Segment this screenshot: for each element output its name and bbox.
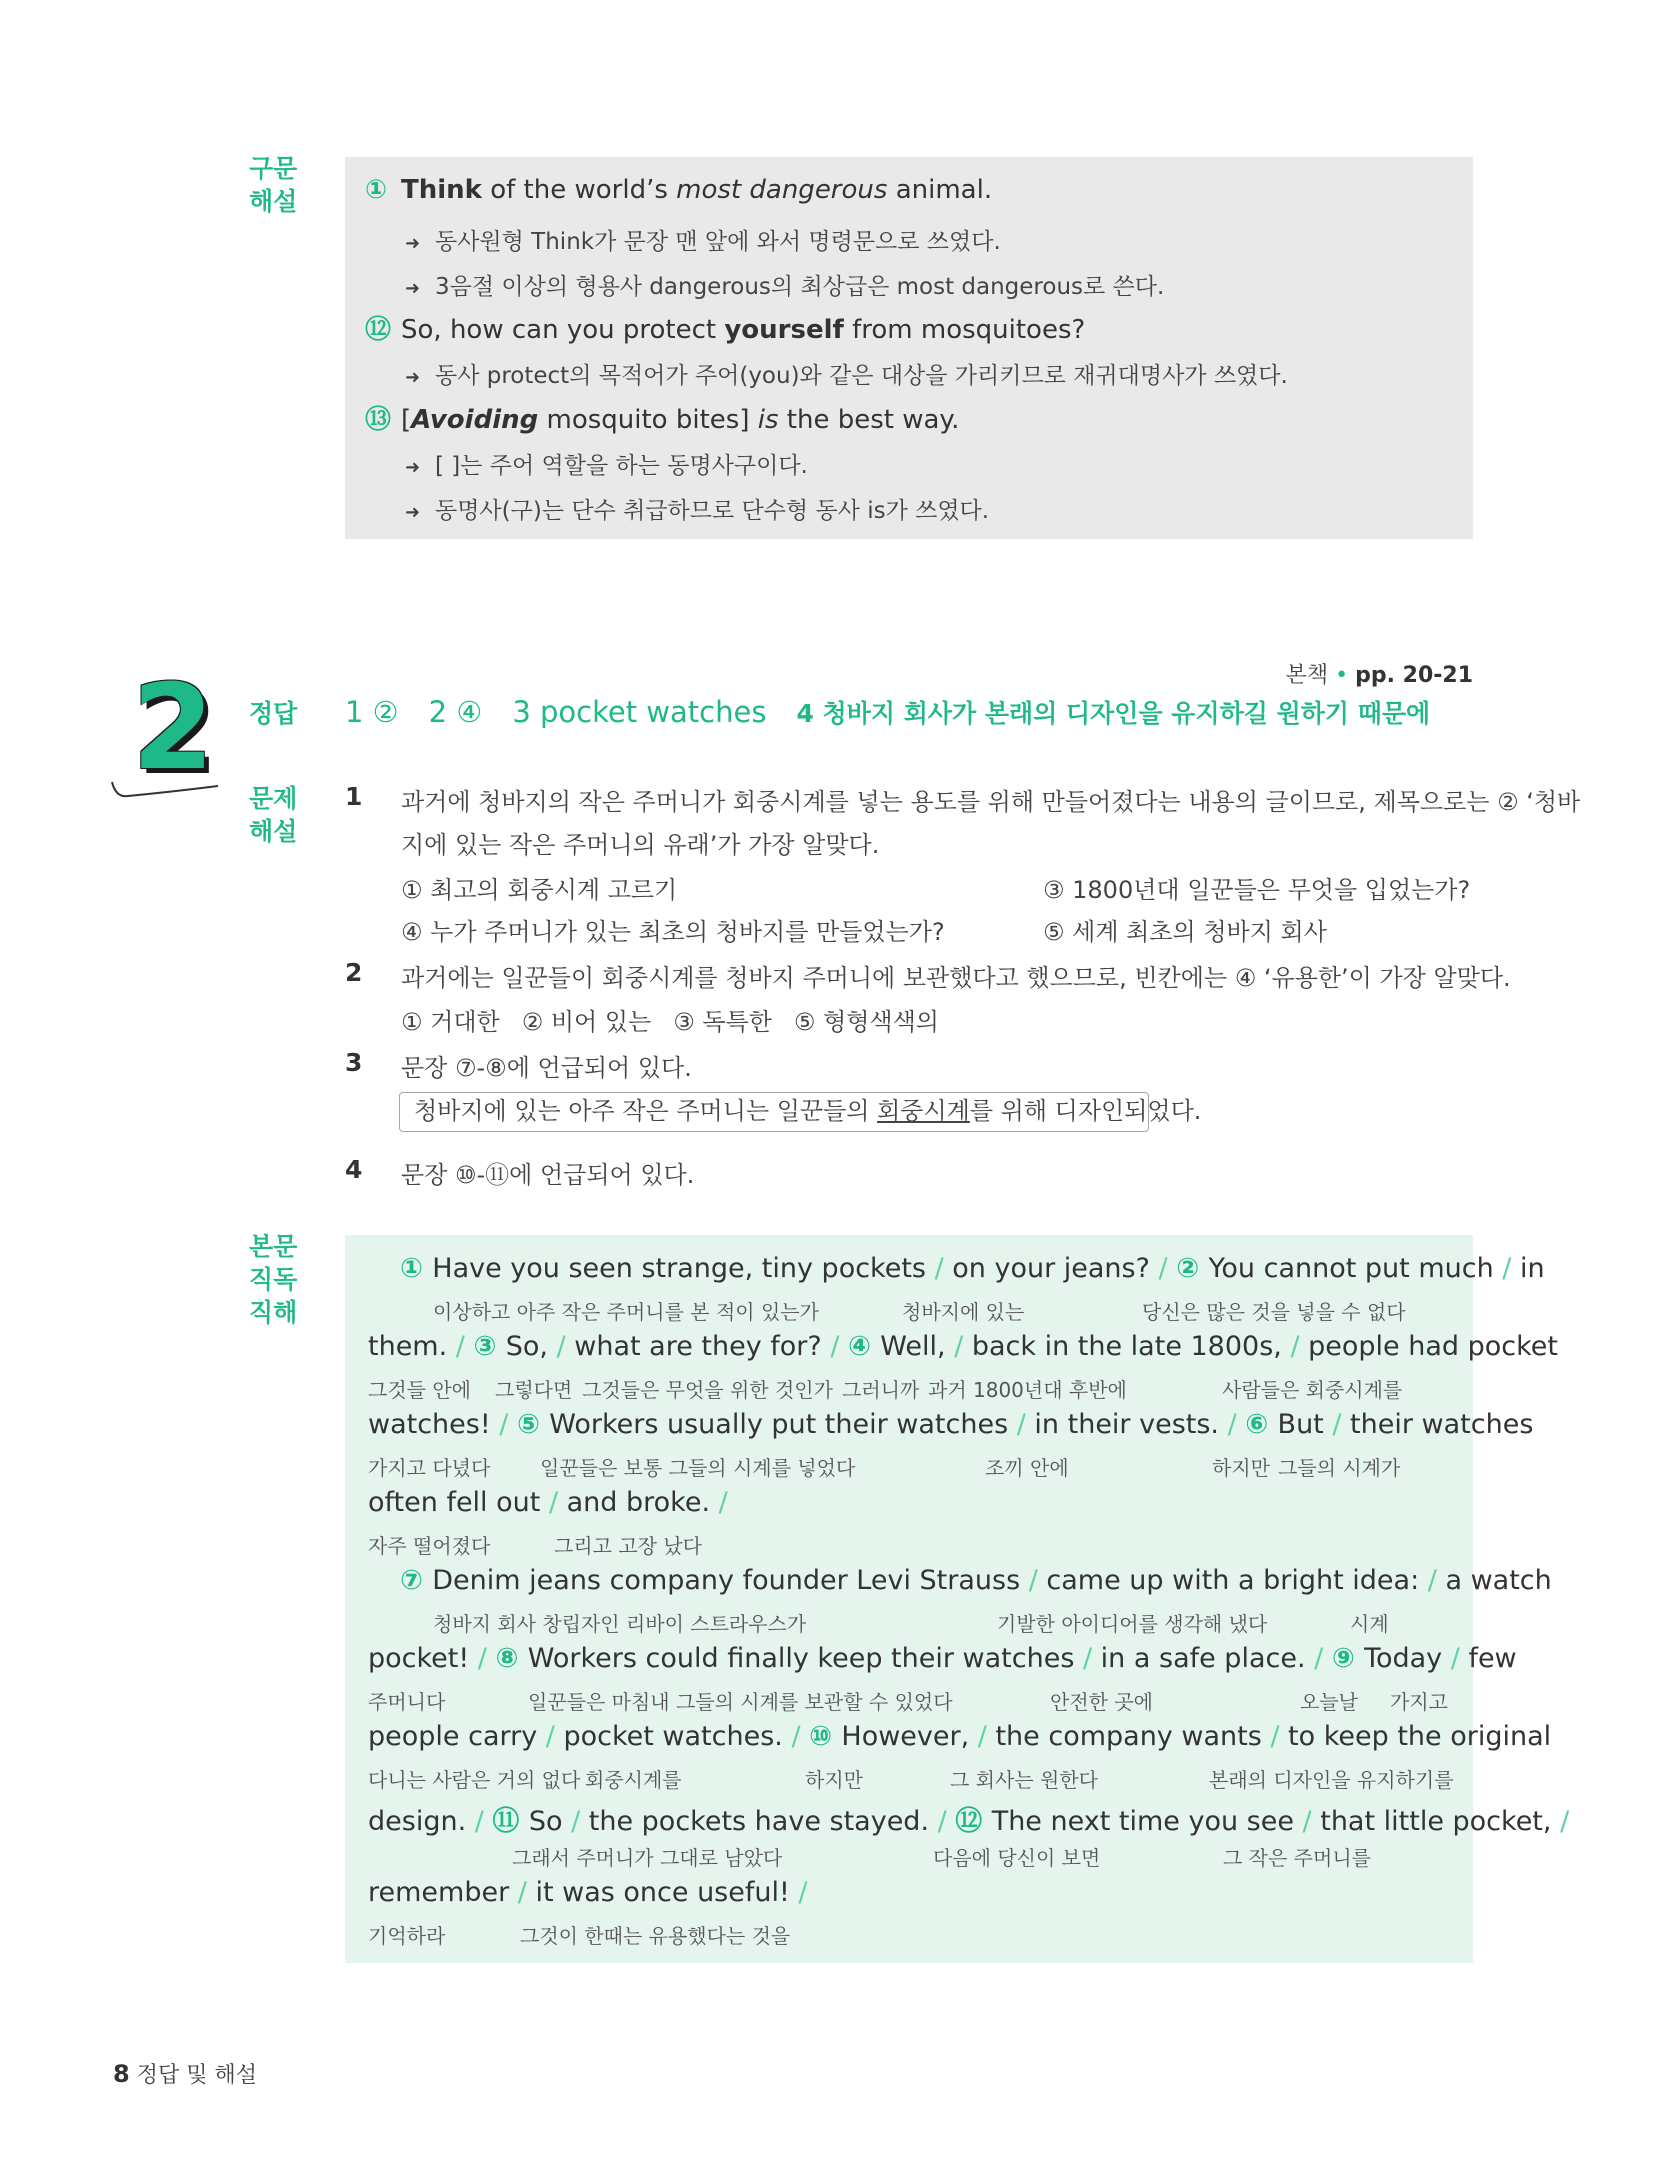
- korean-gloss: 그것이 한때는 유용했다는 것을: [520, 1924, 791, 1948]
- page-reference: 본책 • pp. 20-21: [1285, 663, 1473, 688]
- korean-gloss: 일꾼들은 마침내 그들의 시계를 보관할 수 있었다: [528, 1690, 953, 1714]
- question-number: 2: [345, 958, 363, 987]
- question-number: 1: [345, 782, 363, 811]
- swoosh-decoration: [110, 776, 230, 806]
- grammar-note: ➜ 3음절 이상의 형용사 dangerous의 최상급은 most dangerous로 쓴다.: [405, 274, 1165, 300]
- page-footer: [113, 2058, 257, 2089]
- sentence-number: ⑥: [1245, 1409, 1278, 1440]
- korean-gloss: 그렇다면: [495, 1378, 573, 1402]
- reading-box: [345, 1235, 1570, 1963]
- english-line: design. / ⑪ So / the pockets have stayed. / ⑫ The next time you see / that little pocket, /: [368, 1806, 1570, 1837]
- explanation-label: 문제 해설: [249, 784, 298, 846]
- grammar-box: [345, 157, 1473, 539]
- arrow-icon: ➜: [405, 502, 421, 523]
- reading-label: 본문 직독 직해: [249, 1232, 298, 1327]
- korean-gloss: 기발한 아이디어를 생각해 냈다: [997, 1612, 1268, 1636]
- korean-gloss: 본래의 디자인을 유지하기를: [1209, 1768, 1454, 1792]
- question-explanation-cont: 지에 있는 작은 주머니의 유래’가 가장 알맞다.: [401, 831, 880, 859]
- answer-4: 4 청바지 회사가 본래의 디자인을 유지하길 원하기 때문에: [796, 699, 1431, 728]
- korean-gloss: 조끼 안에: [985, 1456, 1069, 1480]
- korean-gloss: 시계: [1350, 1612, 1389, 1636]
- korean-gloss: 그것들은 무엇을 위한 것인가: [582, 1378, 833, 1402]
- english-line: often fell out / and broke. /: [368, 1487, 728, 1518]
- korean-gloss: 그 작은 주머니를: [1223, 1846, 1371, 1870]
- korean-gloss: 기억하라: [368, 1924, 446, 1948]
- arrow-icon: ➜: [405, 233, 421, 254]
- korean-gloss: 청바지에 있는: [902, 1300, 1025, 1324]
- answer-1: 1 ②: [345, 695, 399, 729]
- korean-gloss: 사람들은 회중시계를: [1222, 1378, 1403, 1402]
- korean-gloss: 그 회사는 원한다: [950, 1768, 1098, 1792]
- sentence-number: ⑪: [492, 1806, 529, 1837]
- korean-gloss: 가지고 다녔다: [368, 1456, 491, 1480]
- korean-gloss: 회중시계를: [585, 1768, 682, 1792]
- footer-text: 정답 및 해설: [136, 2063, 257, 2088]
- korean-gloss: 하지만: [1212, 1456, 1270, 1480]
- korean-gloss: 안전한 곳에: [1050, 1690, 1153, 1714]
- answer-label: 정답: [249, 699, 298, 728]
- english-line: watches! / ⑤ Workers usually put their watches / in their vests. / ⑥ But / their watches: [368, 1409, 1534, 1440]
- korean-gloss: 그것들 안에: [368, 1378, 471, 1402]
- sentence-number: ⑧: [495, 1643, 528, 1674]
- korean-gloss: 이상하고 아주 작은 주머니를 본 적이 있는가: [433, 1300, 819, 1324]
- question-number: 3: [345, 1048, 363, 1077]
- korean-gloss: 그들의 시계가: [1278, 1456, 1401, 1480]
- question-explanation: 문장 ⑩-⑪에 언급되어 있다.: [401, 1161, 695, 1189]
- choice-item: ⑤ 세계 최초의 청바지 회사: [1043, 918, 1327, 946]
- sentence-number: ⑫: [365, 315, 392, 345]
- english-line: people carry / pocket watches. / ⑩ However, / the company wants / to keep the original: [368, 1721, 1552, 1752]
- english-line: ① Have you seen strange, tiny pockets / on your jeans? / ② You cannot put much / in: [400, 1253, 1545, 1284]
- choice-item: ④ 누가 주머니가 있는 최초의 청바지를 만들었는가?: [401, 918, 945, 946]
- page-number: 8: [113, 2060, 130, 2088]
- korean-gloss: 과거 1800년대 후반에: [928, 1378, 1127, 1402]
- question-explanation: 과거에는 일꾼들이 회중시계를 청바지 주머니에 보관했다고 했으므로, 빈칸에는 ④ ‘유용한’이 가장 알맞다.: [401, 964, 1511, 992]
- grammar-note: ➜ 동사 protect의 목적어가 주어(you)와 같은 대상을 가리키므로 재귀대명사가 쓰였다.: [405, 363, 1288, 389]
- sentence-number: ④: [848, 1331, 881, 1362]
- grammar-note: ➜ 동명사(구)는 단수 취급하므로 단수형 동사 is가 쓰였다.: [405, 498, 990, 524]
- answer-2: 2 ④: [428, 695, 483, 729]
- grammar-line: ⑬ [Avoiding mosquito bites] is the best way.: [365, 399, 959, 436]
- english-line: pocket! / ⑧ Workers could finally keep their watches / in a safe place. / ⑨ Today / few: [368, 1643, 1517, 1674]
- korean-gloss: 하지만: [805, 1768, 863, 1792]
- korean-gloss: 자주 떨어졌다: [368, 1534, 491, 1558]
- sentence-number: ⑨: [1331, 1643, 1365, 1674]
- korean-gloss: 가지고: [1390, 1690, 1448, 1714]
- korean-gloss: 그래서 주머니가 그대로 남았다: [512, 1846, 783, 1870]
- sentence-number: ⑤: [516, 1409, 550, 1440]
- reference-dot: •: [1335, 663, 1349, 688]
- korean-gloss: 일꾼들은 보통 그들의 시계를 넣었다: [540, 1456, 856, 1480]
- grammar-note: ➜ [ ]는 주어 역할을 하는 동명사구이다.: [405, 453, 808, 479]
- grammar-line: ⑫ So, how can you protect yourself from mosquitoes?: [365, 309, 1085, 346]
- korean-gloss: 오늘날: [1300, 1690, 1358, 1714]
- section-number-badge: [110, 658, 230, 802]
- korean-gloss: 그리고 고장 났다: [554, 1534, 702, 1558]
- sentence-number: ⑫: [955, 1806, 992, 1837]
- grammar-note: ➜ 동사원형 Think가 문장 맨 앞에 와서 명령문으로 쓰였다.: [405, 229, 1001, 255]
- grammar-label: 구문 해설: [249, 154, 298, 216]
- sentence-number: ③: [473, 1331, 506, 1362]
- arrow-icon: ➜: [405, 457, 421, 478]
- question-explanation: 과거에 청바지의 작은 주머니가 회중시계를 넣는 용도를 위해 만들어졌다는 내용의 글이므로, 제목으로는 ② ‘청바: [401, 788, 1581, 816]
- korean-gloss: 청바지 회사 창립자인 리바이 스트라우스가: [433, 1612, 807, 1636]
- korean-gloss: 그러니까: [842, 1378, 920, 1402]
- korean-gloss: 다니는 사람은 거의 없다: [368, 1768, 581, 1792]
- section-number: 2: [132, 658, 215, 796]
- question-explanation: 문장 ⑦-⑧에 언급되어 있다.: [401, 1054, 692, 1082]
- grammar-line: ① Think of the world’s most dangerous animal.: [365, 175, 993, 205]
- sentence-number: ⑦: [400, 1565, 433, 1596]
- choice-item: ① 최고의 회중시계 고르기: [401, 876, 678, 904]
- korean-gloss: 당신은 많은 것을 넣을 수 없다: [1142, 1300, 1406, 1324]
- english-line: ⑦ Denim jeans company founder Levi Strauss / came up with a bright idea: / a watch: [400, 1565, 1552, 1596]
- choice-item: ③ 1800년대 일꾼들은 무엇을 입었는가?: [1043, 876, 1471, 904]
- choice-list: ① 거대한 ② 비어 있는 ③ 독특한 ⑤ 형형색색의: [401, 1008, 939, 1036]
- arrow-icon: ➜: [405, 278, 421, 299]
- korean-gloss: 주머니다: [368, 1690, 446, 1714]
- sentence-number: ①: [400, 1253, 433, 1284]
- english-line: them. / ③ So, / what are they for? / ④ Well, / back in the late 1800s, / people had pocket: [368, 1331, 1558, 1362]
- question-number: 4: [345, 1155, 363, 1184]
- arrow-icon: ➜: [405, 367, 421, 388]
- translation-box: 청바지에 있는 아주 작은 주머니는 일꾼들의 회중시계를 위해 디자인되었다.: [399, 1092, 1149, 1132]
- answer-3: 3 pocket watches: [512, 695, 767, 729]
- sentence-number: ①: [365, 175, 388, 205]
- sentence-number: ⑩: [809, 1721, 842, 1752]
- sentence-number: ②: [1176, 1253, 1209, 1284]
- korean-gloss: 다음에 당신이 보면: [933, 1846, 1101, 1870]
- answers-row: [345, 694, 1460, 730]
- english-line: remember / it was once useful! /: [368, 1877, 808, 1908]
- sentence-number: ⑬: [365, 405, 392, 435]
